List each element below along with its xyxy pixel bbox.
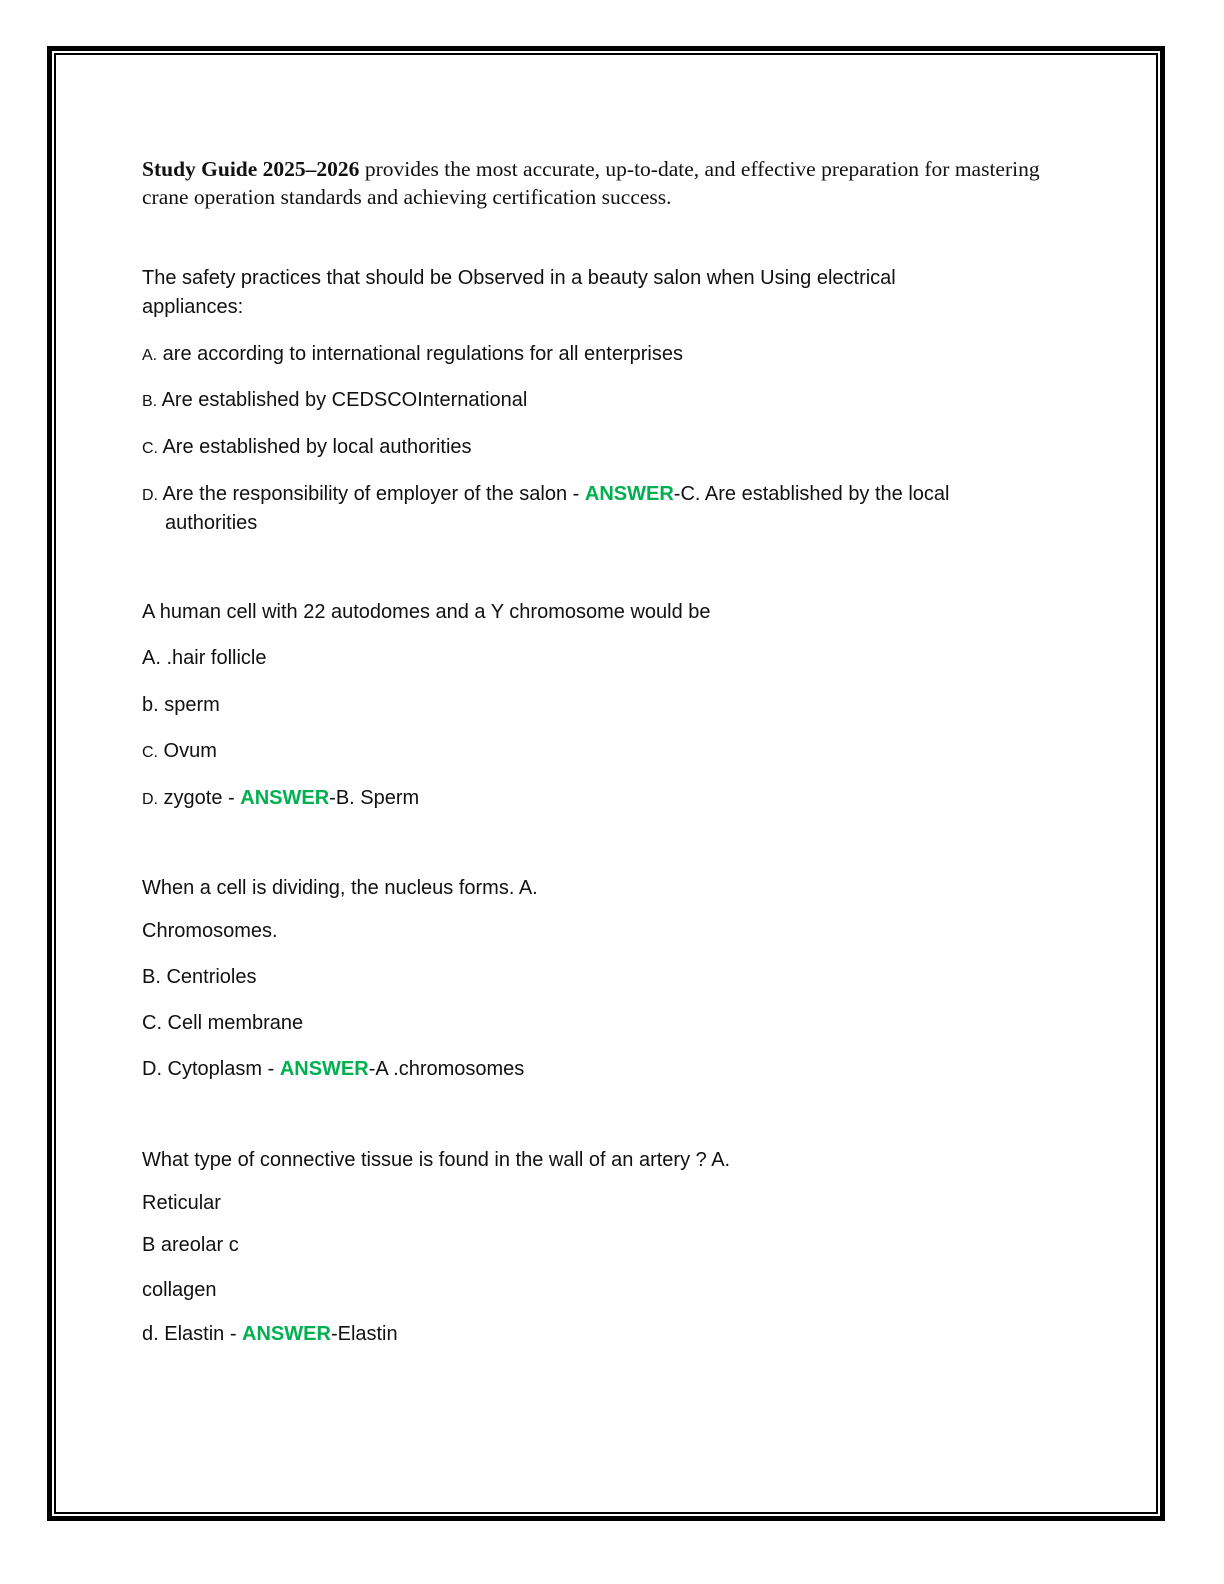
- answer-keyword: ANSWER: [584, 483, 674, 505]
- question-1-option-b: B. Are established by CEDSCOInternational: [142, 389, 528, 411]
- question-3-option-c: C. Cell membrane: [142, 1012, 304, 1034]
- question-3-option-d: D. Cytoplasm - ANSWER-A .chromosomes: [142, 1058, 525, 1080]
- question-1-answer: -C. Are established by the local: [673, 483, 950, 505]
- answer-keyword: ANSWER: [242, 1323, 331, 1345]
- question-4-answer: -Elastin: [330, 1323, 398, 1345]
- question-4-option-a: Reticular: [142, 1192, 221, 1214]
- question-2-option-b: b. sperm: [142, 694, 220, 716]
- question-3-option-b: B. Centrioles: [142, 966, 257, 988]
- question-3-answer: -A .chromosomes: [368, 1058, 525, 1080]
- question-2-option-a: A. .hair follicle: [142, 647, 267, 669]
- question-1-option-a: A. are according to international regulations for all enterprises: [142, 343, 683, 365]
- question-1-option-c: C. Are established by local authorities: [142, 436, 472, 458]
- question-1-option-d: D. Are the responsibility of employer of the salon - ANSWER-C. Are established by the local: [142, 483, 950, 505]
- intro-title: Study Guide 2025–2026: [142, 157, 360, 181]
- intro-paragraph: [142, 155, 1042, 211]
- question-2-answer: -B. Sperm: [329, 787, 420, 809]
- question-2-stem: A human cell with 22 autodomes and a Y chromosome would be: [142, 601, 711, 623]
- question-4-stem: What type of connective tissue is found in the wall of an artery ? A.: [142, 1149, 731, 1171]
- answer-keyword: ANSWER: [279, 1058, 369, 1080]
- question-1-answer-line2: authorities: [165, 512, 258, 534]
- question-2-option-c: C. Ovum: [142, 740, 217, 762]
- question-2-option-d: D. zygote - ANSWER-B. Sperm: [142, 787, 420, 809]
- question-1-stem-line2: appliances:: [142, 296, 244, 318]
- question-3-stem: When a cell is dividing, the nucleus forms. A.: [142, 877, 538, 899]
- question-3-option-a: Chromosomes.: [142, 920, 278, 942]
- question-4-option-c: collagen: [142, 1279, 217, 1301]
- intro-text: provides the most accurate, up-to-date, and effective preparation for mastering crane operation standards and achieving certification success.: [142, 157, 1040, 209]
- question-4-option-d: d. Elastin - ANSWER-Elastin: [142, 1323, 398, 1345]
- question-4-option-b: B areolar c: [142, 1234, 239, 1256]
- answer-keyword: ANSWER: [240, 787, 330, 809]
- question-1-stem-line1: The safety practices that should be Observed in a beauty salon when Using electrical: [142, 267, 896, 289]
